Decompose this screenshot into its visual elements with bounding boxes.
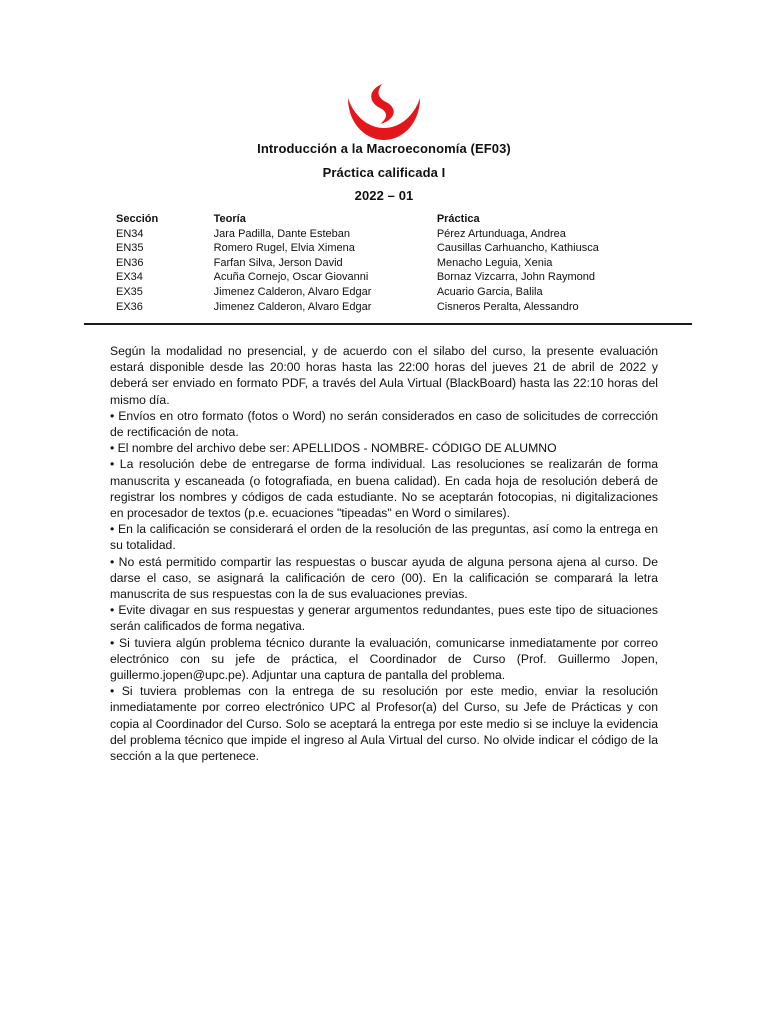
academic-period: 2022 – 01 [354,188,414,203]
table-row [116,285,656,300]
table-row [116,256,656,271]
instruction-item: • En la calificación se considerará el orden de la resolución de las preguntas, así como la entrega en su totalidad. [110,522,658,553]
section-code: EN35 [116,242,144,255]
table-row [116,300,656,315]
instruction-item: • El nombre del archivo debe ser: APELLIDOS - NOMBRE- CÓDIGO DE ALUMNO [110,441,557,456]
instruction-item: • Envíos en otro formato (fotos o Word) no serán considerados en caso de solicitudes de corrección de rectificación de nota. [110,408,658,440]
instruction-item: • No está permitido compartir las respuestas o buscar ayuda de alguna persona ajena al curso. De darse el caso, se asignará la calificación de cero (00). En la calificación se comparará la letra manuscrita de sus respuestas con la de sus evaluaciones previas. [110,554,658,602]
theory-professor: Farfan Silva, Jerson David [213,256,343,269]
section-code: EN34 [116,227,144,240]
table-row [116,227,656,242]
column-header-section: Sección [116,213,159,225]
table-header-row [116,212,656,227]
practice-professor: Bornaz Vizcarra, John Raymond [436,271,595,284]
section-code: EX34 [116,271,143,284]
section-table [116,212,656,314]
theory-professor: Romero Rugel, Elvia Ximena [213,242,355,255]
upc-logo-icon [344,82,424,142]
theory-professor: Acuña Cornejo, Oscar Giovanni [213,271,369,284]
section-code: EN36 [116,256,144,269]
table-row [116,241,656,256]
practice-professor: Acuario Garcia, Balila [436,285,543,298]
section-code: EX35 [116,285,143,298]
theory-professor: Jimenez Calderon, Alvaro Edgar [213,300,372,313]
instruction-item: • Evite divagar en sus respuestas y generar argumentos redundantes, pues este tipo de situaciones serán calificados de forma negativa. [110,603,658,634]
section-code: EX36 [116,300,143,313]
theory-professor: Jara Padilla, Dante Esteban [213,227,351,240]
practice-professor: Cisneros Peralta, Alessandro [436,300,579,313]
instructions-intro: Según la modalidad no presencial, y de acuerdo con el silabo del curso, la presente evaluación estará disponible desde las 20:00 horas hasta las 22:00 horas del jueves 21 de abril de 2022 y deberá ser enviado en formato PDF, a través del Aula Virtual (BlackBoard) hasta las 22:10 horas del mismo día. [110,344,658,407]
exam-title: Práctica calificada I [322,165,446,180]
practice-professor: Menacho Leguia, Xenia [436,256,553,269]
practice-professor: Causillas Carhuancho, Kathiusca [436,242,599,255]
practice-professor: Pérez Artunduaga, Andrea [436,227,566,240]
theory-professor: Jimenez Calderon, Alvaro Edgar [213,285,372,298]
instruction-item: • Si tuviera algún problema técnico durante la evaluación, comunicarse inmediatamente por correo electrónico con su jefe de práctica, el Coordinador de Curso (Prof. Guillermo Jopen, guillermo.jopen@upc.pe). Adjuntar una captura de pantalla del problema. [110,635,658,683]
section-divider [84,323,692,325]
instructions-block [110,343,658,764]
course-title: Introducción a la Macroeconomía (EF03) [257,141,511,156]
table-row [116,270,656,285]
instruction-item: • La resolución debe de entregarse de forma individual. Las resoluciones se realizarán de forma manuscrita y escaneada (o fotografiada, en buena calidad). En cada hoja de resolución deberá de registrar los nombres y códigos de cada estudiante. No se aceptarán fotocopias, ni digitalizaciones en procesador de textos (p.e. ecuaciones "tipeadas" en Word o similares). [110,457,658,521]
column-header-theory: Teoría [213,213,246,225]
instruction-item: • Si tuviera problemas con la entrega de su resolución por este medio, enviar la resolución inmediatamente por correo electrónico UPC al Profesor(a) del Curso, su Jefe de Prácticas y con copia al Coordinador del Curso. Solo se aceptará la entrega por este medio si se incluye la evidencia del problema técnico que impide el ingreso al Aula Virtual del curso. No olvide indicar el código de la sección a la que pertenece. [110,684,658,764]
column-header-practice: Práctica [436,213,480,225]
